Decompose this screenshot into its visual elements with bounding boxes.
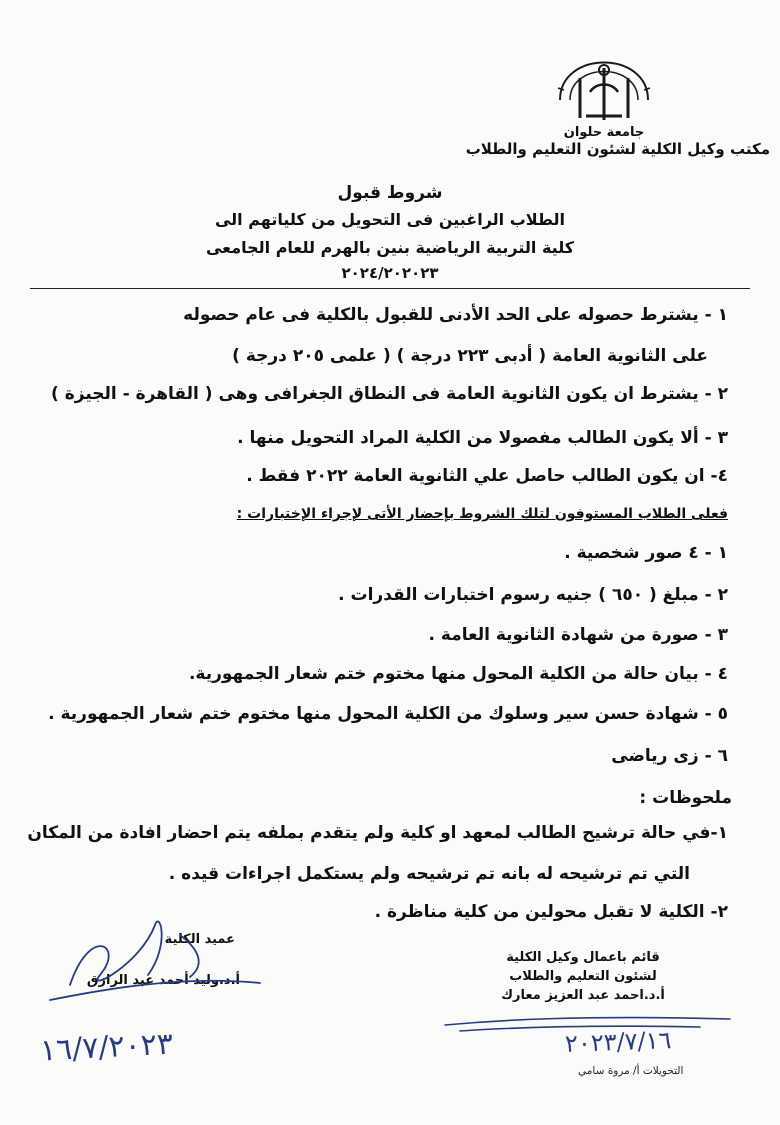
condition-3: ٣ - ألا يكون الطالب مفصولا من الكلية المراد التحويل منها . [237,428,728,448]
condition-4: ٤- ان يكون الطالب حاصل علي الثانوية العامة ٢٠٢٢ فقط . [246,466,728,486]
document-item: ٣ - صورة من شهادة الثانوية العامة . [428,625,728,645]
office-title: مكتب وكيل الكلية لشئون التعليم والطلاب [465,140,770,158]
condition-1: ١ - يشترط حصوله على الحد الأدنى للقبول بالكلية فى عام حصوله [183,305,728,325]
title-line-1: شروط قبول [337,183,443,203]
academic-year: ٢٠٢٤/٢٠٢٠٢٣ [341,264,439,282]
documents-intro: فعلى الطلاب المستوفون لتلك الشروط بإحضار الأتى لإجراء الإختبارات : [236,506,728,522]
dean-handwritten-signature [30,905,270,1015]
condition-1-cont: على الثانوية العامة ( أدبى ٢٢٣ درجة ) ( علمى ٢٠٥ درجة ) [232,346,708,366]
vice-dean-role: قائم باعمال وكيل الكلية [506,950,660,965]
document-item: ٦ - زى رياضى [611,746,728,766]
vice-dean-name: أ.د.احمد عبد العزيز معارك [501,988,665,1003]
document-item: ٥ - شهادة حسن سير وسلوك من الكلية المحول منها مختوم ختم شعار الجمهورية . [48,704,728,724]
note-1-cont: التي تم ترشيحه له بانه تم ترشيحه ولم يستكمل اجراءات قيده . [168,864,690,884]
vice-dean-signature-block [448,948,718,1005]
prepared-by: التحويلات أ/ مروة سامي [578,1065,684,1077]
title-line-2: الطلاب الراغبين فى التحويل من كلياتهم الى [214,210,566,229]
university-name: جامعة حلوان [563,125,645,140]
vice-dean-role-2: لشئون التعليم والطلاب [509,969,657,984]
dean-role: عميد الكلية [164,932,235,947]
document-item: ١ - ٤ صور شخصية . [564,543,728,563]
notes-heading: ملحوظات : [639,788,732,808]
document-item: ٢ - مبلغ ( ٦٥٠ ) جنيه رسوم اختبارات القدرات . [338,585,728,605]
divider [30,288,750,289]
vice-dean-handwritten-date: ٢٠٢٣/٧/١٦ [564,1026,672,1058]
university-logo [540,30,668,142]
dean-name: أ.د.وليد أحمد عبد الرازق [86,973,240,988]
dean-handwritten-date: ١٦/٧/٢٠٢٣ [39,1026,174,1069]
document-item: ٤ - بيان حالة من الكلية المحول منها مختوم ختم شعار الجمهورية. [188,664,728,684]
note-2: ٢- الكلية لا تقبل محولين من كلية مناظرة . [374,902,728,922]
note-1: ١-في حالة ترشيح الطالب لمعهد او كلية ولم يتقدم بملفه يتم احضار افادة من المكان [27,823,728,843]
title-line-3: كلية التربية الرياضية بنين بالهرم للعام الجامعى [205,238,575,257]
condition-2: ٢ - يشترط ان يكون الثانوية العامة فى النطاق الجغرافى وهى ( القاهرة - الجيزة ) [51,384,728,404]
